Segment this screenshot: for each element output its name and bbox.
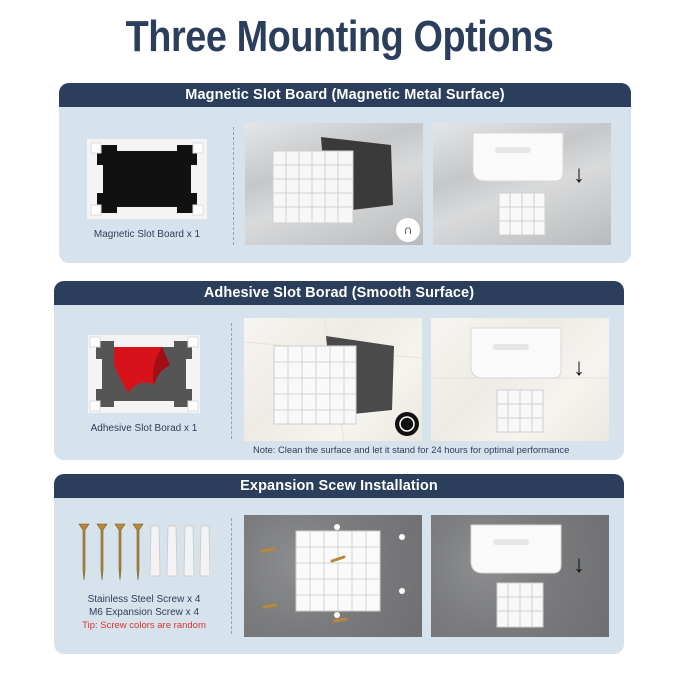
screw-install-photo-1 [244, 515, 422, 637]
page-title: Three Mounting Options [125, 12, 554, 61]
section-magnetic [59, 83, 631, 263]
arrow-down-icon: ↓ [573, 354, 585, 381]
section-header-adhesive: Adhesive Slot Borad (Smooth Surface) [54, 281, 624, 305]
magnetic-board-label: Magnetic Slot Board x 1 [93, 229, 201, 240]
adhesive-note: Note: Clean the surface and let it stand for 24 hours for optimal performance [253, 444, 570, 455]
adhesive-slot-board-image [88, 335, 200, 413]
arrow-down-icon: ↓ [573, 551, 585, 578]
adhesive-board-label: Adhesive Slot Borad x 1 [90, 423, 198, 434]
magnet-icon: ∩ [403, 222, 413, 237]
screw-color-tip: Tip: Screw colors are random [82, 620, 206, 631]
section-header-magnetic: Magnetic Slot Board (Magnetic Metal Surface) [59, 83, 631, 107]
screws-image [78, 520, 210, 582]
screw-label-line2: M6 Expansion Screw x 4 [88, 607, 200, 618]
divider [231, 323, 232, 439]
section-header-expansion: Expansion Scew Installation [54, 474, 624, 498]
screw-install-photo-2 [431, 515, 609, 637]
divider [231, 518, 232, 634]
adhesive-icon [399, 416, 415, 432]
section-expansion-screw [54, 474, 624, 654]
adhesive-install-photo-2 [431, 318, 609, 441]
magnetic-install-photo-2 [433, 123, 611, 245]
divider [233, 127, 234, 245]
arrow-down-icon: ↓ [573, 161, 585, 188]
screw-label-line1: Stainless Steel Screw x 4 [87, 594, 201, 605]
magnetic-slot-board-image [87, 139, 207, 219]
section-adhesive [54, 281, 624, 460]
magnetic-install-photo-1 [245, 123, 423, 245]
adhesive-install-photo-1 [244, 318, 422, 441]
